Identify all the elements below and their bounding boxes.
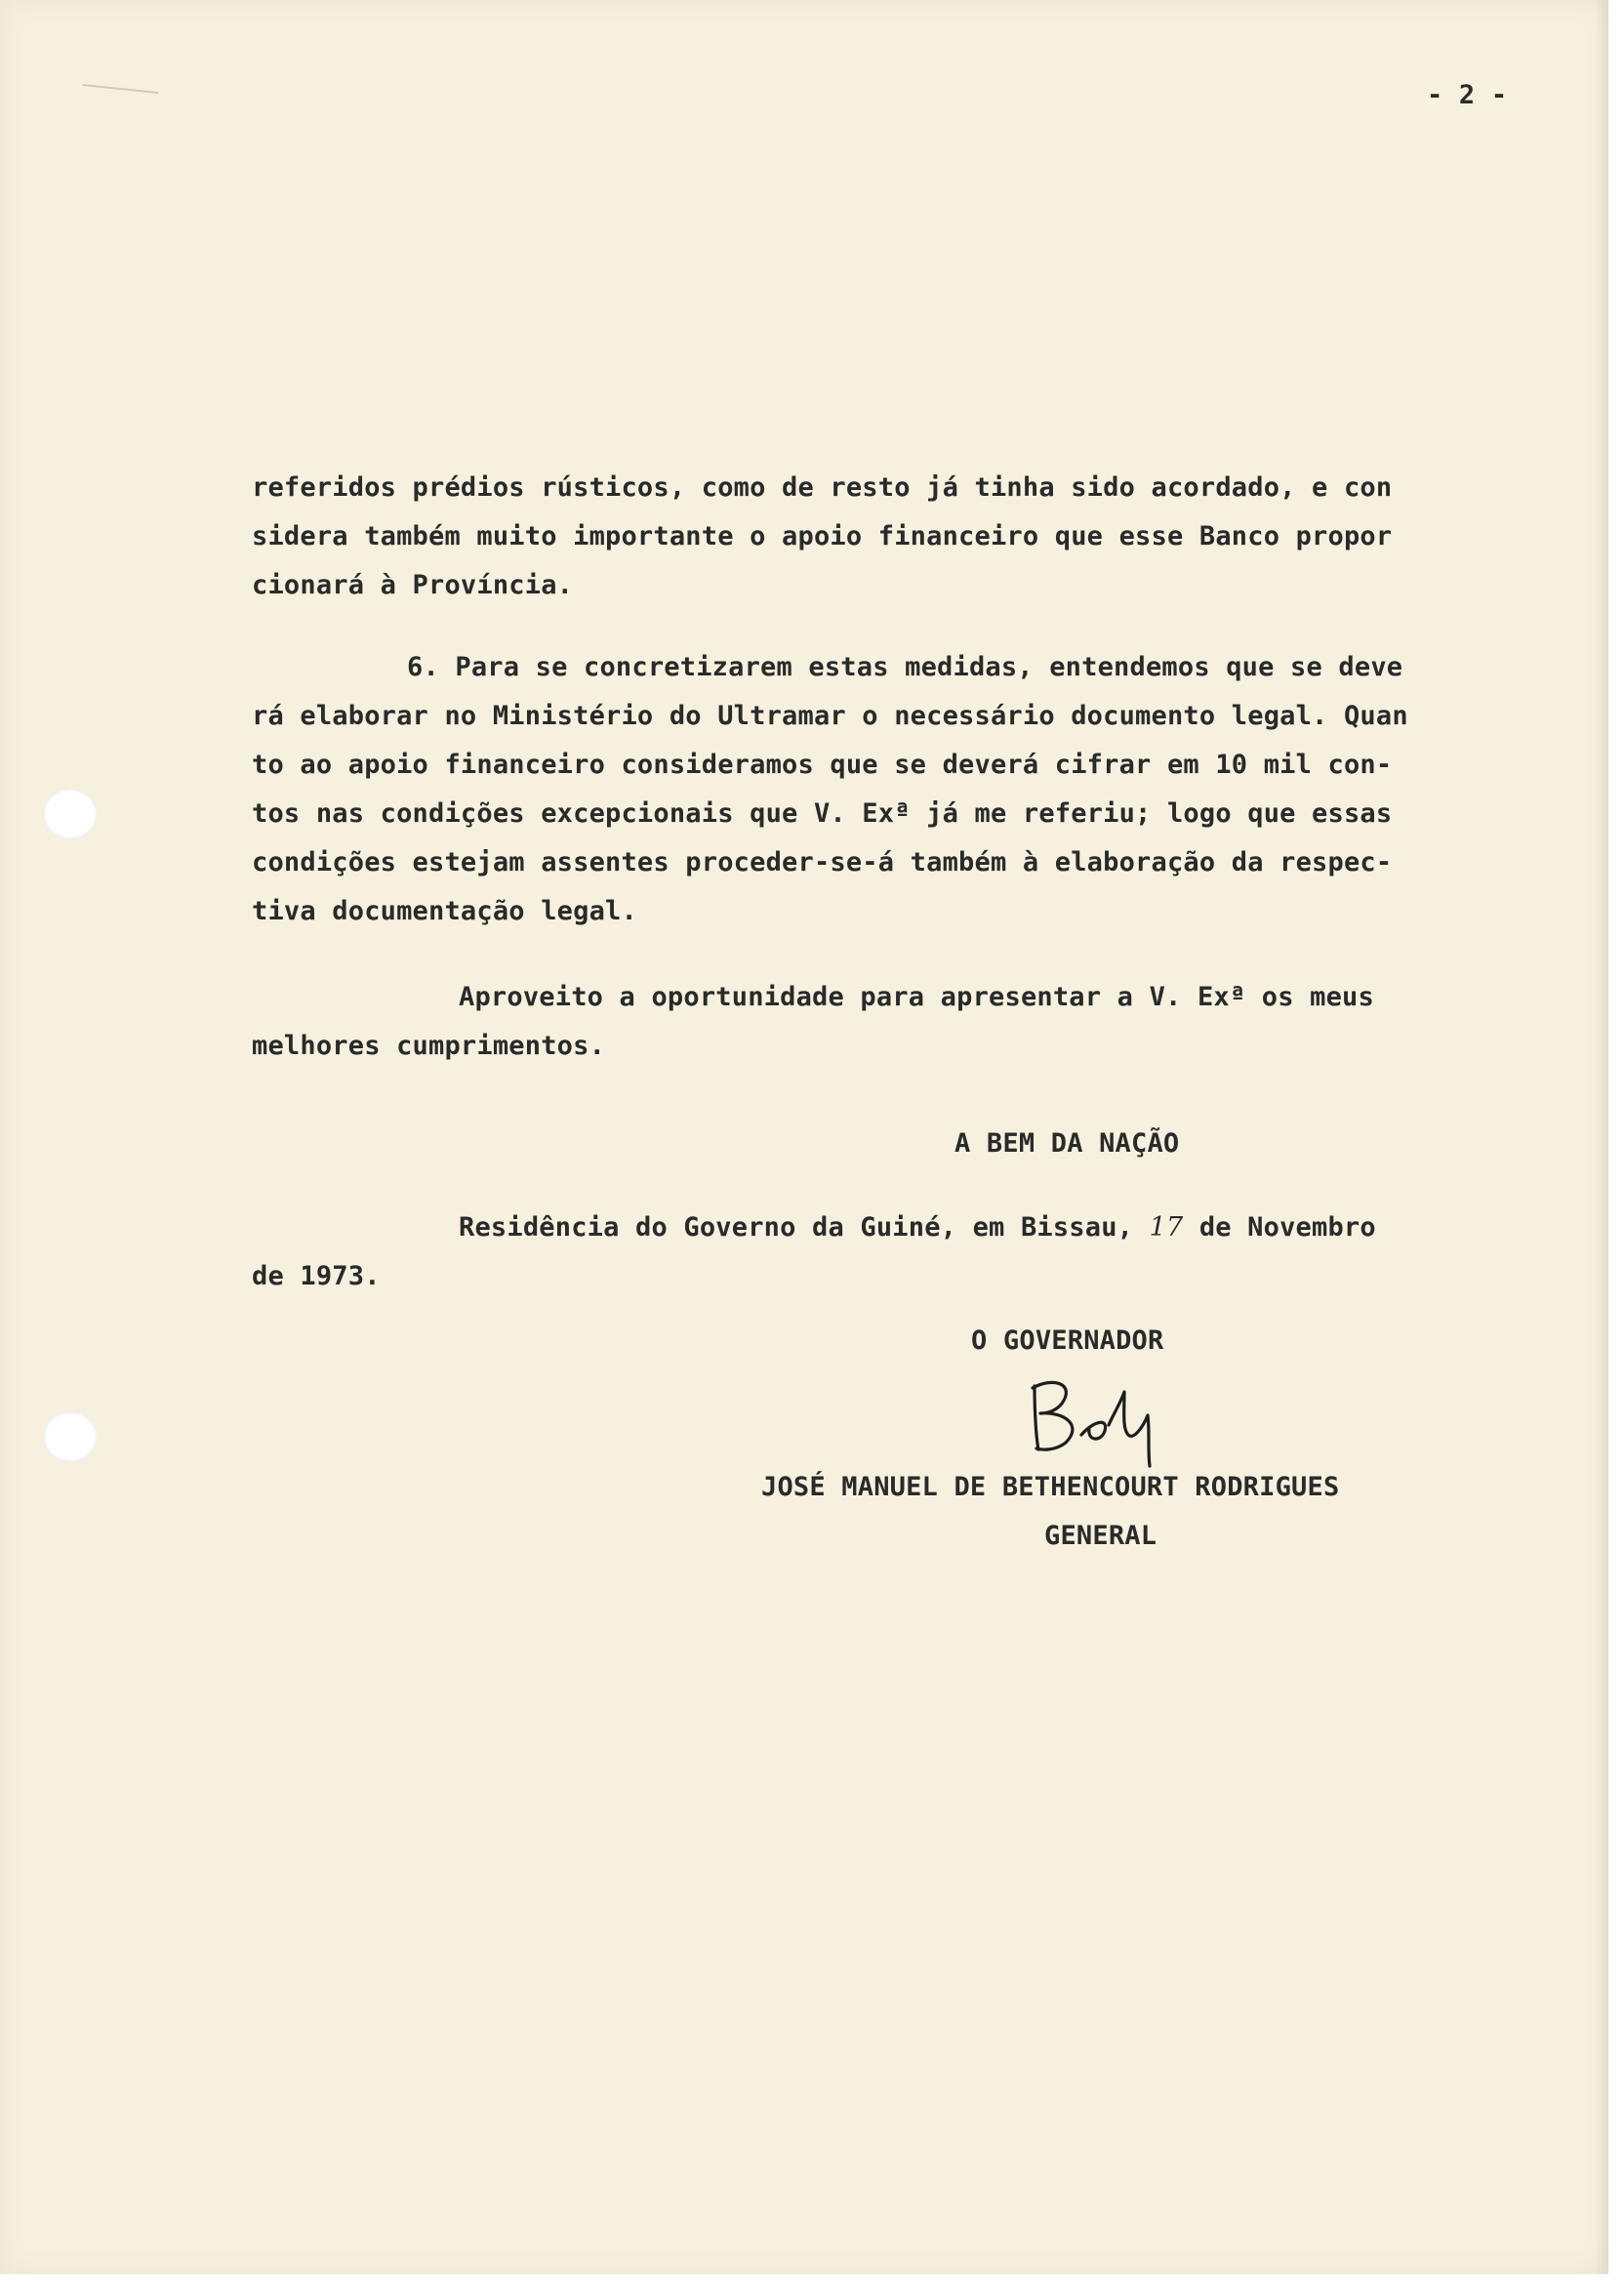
salutation: A BEM DA NAÇÃO: [954, 1128, 1180, 1159]
margin-mark: [82, 84, 159, 102]
handwritten-day: 17: [1149, 1212, 1184, 1243]
paragraph-line: to ao apoio financeiro consideramos que se deverá cifrar em 10 mil con-: [252, 750, 1393, 780]
paragraph-line: 6. Para se concretizarem estas medidas, entendemos que se deve: [407, 652, 1403, 682]
punch-hole: [43, 1411, 98, 1462]
signatory-title: O GOVERNADOR: [971, 1326, 1164, 1356]
closing-line: Aproveito a oportunidade para apresentar a V. Exª os meus: [459, 982, 1374, 1012]
place-date-text: de Novembro: [1183, 1212, 1376, 1243]
paragraph-line: tiva documentação legal.: [252, 896, 637, 926]
closing-line: melhores cumprimentos.: [252, 1031, 606, 1061]
paragraph-line: cionará à Província.: [252, 570, 574, 600]
handwritten-signature: [1015, 1357, 1181, 1474]
paragraph-line: condições estejam assentes proceder-se-á também à elaboração da respec-: [252, 847, 1393, 877]
signatory-name: JOSÉ MANUEL DE BETHENCOURT RODRIGUES: [761, 1472, 1340, 1502]
place-date-text: Residência do Governo da Guiné, em Bissau,: [459, 1212, 1150, 1243]
place-date-year: de 1973.: [252, 1261, 381, 1291]
paragraph-line: referidos prédios rústicos, como de resto já tinha sido acordado, e con: [252, 472, 1393, 503]
punch-hole: [43, 789, 98, 839]
paragraph-line: rá elaborar no Ministério do Ultramar o necessário documento legal. Quan: [252, 701, 1408, 731]
paragraph-line: sidera também muito importante o apoio financeiro que esse Banco propor: [252, 521, 1393, 551]
page-number: - 2 -: [1427, 80, 1508, 110]
paragraph-line: tos nas condições excepcionais que V. Exª já me referiu; logo que essas: [252, 798, 1393, 829]
place-date-line: [459, 1210, 1376, 1245]
signatory-rank: GENERAL: [1044, 1521, 1157, 1551]
